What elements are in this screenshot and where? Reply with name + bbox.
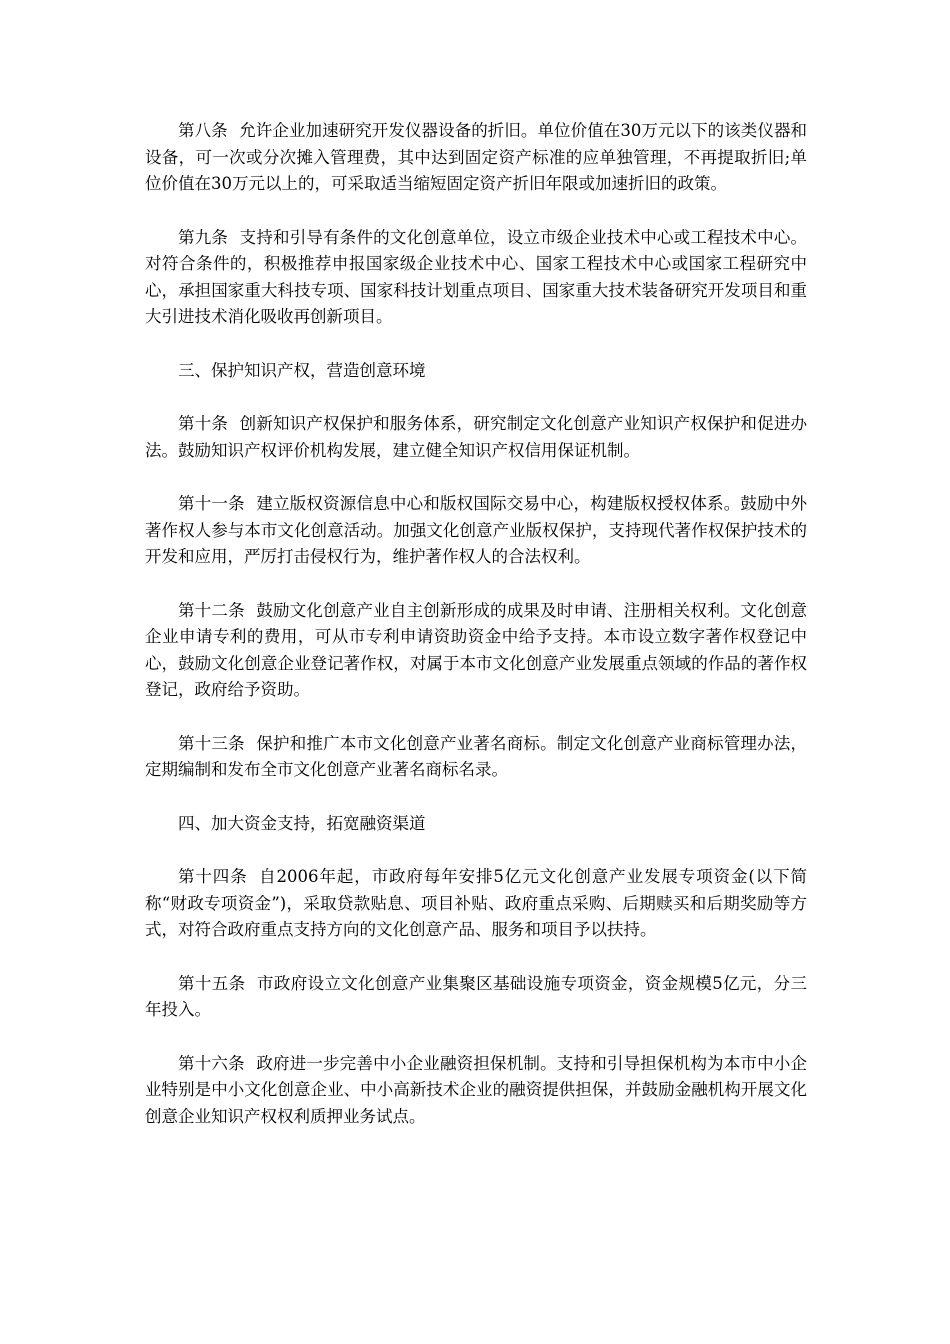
article-label: 第十三条 <box>178 733 245 753</box>
article-text: 政府进一步完善中小企业融资担保机制。支持和引导担保机构为本市中小企业特别是中小文化创意企业、中小高新技术企业的融资提供担保，并鼓励金融机构开展文化创意企业知识产权权利质押业务试点。 <box>145 1053 808 1126</box>
document-page <box>145 118 807 1157</box>
article-label: 第十二条 <box>178 600 245 620</box>
article-9 <box>145 225 807 331</box>
article-text: 建立版权资源信息中心和版权国际交易中心，构建版权授权体系。鼓励中外著作权人参与本市文化创意活动。加强文化创意产业版权保护，支持现代著作权保护技术的开发和应用，严厉打击侵权行为，维护著作权人的合法权利。 <box>145 494 808 566</box>
article-label: 第九条 <box>178 227 229 247</box>
article-text: 创新知识产权保护和服务体系，研究制定文化创意产业知识产权保护和促进办法。鼓励知识产权评价机构发展，建立健全知识产权信用保证机制。 <box>145 414 808 460</box>
article-label: 第十条 <box>178 414 229 433</box>
article-11 <box>145 491 807 571</box>
section-heading-text: 四、加大资金支持，拓宽融资渠道 <box>178 813 426 833</box>
article-text: 鼓励文化创意产业自主创新形成的成果及时申请、注册相关权利。文化创意企业申请专利的费用，可从市专利申请资助资金中给予支持。本市设立数字著作权登记中心，鼓励文化创意企业登记著作权，对属于本市文化创意产业发展重点领域的作品的著作权登记，政府给予资助。 <box>145 600 808 699</box>
article-12 <box>145 598 807 704</box>
article-label: 第八条 <box>178 121 228 140</box>
article-label: 第十一条 <box>178 494 245 513</box>
article-10 <box>145 411 807 464</box>
article-14 <box>145 864 807 944</box>
article-text: 自2006年起，市政府每年安排5亿元文化创意产业发展专项资金(以下简称“财政专项资金”)，采取贷款贴息、项目补贴、政府重点采购、后期赎买和后期奖励等方式，对符合政府重点支持方向的文化创意产品、服务和项目予以扶持。 <box>145 867 807 939</box>
article-label: 第十六条 <box>178 1053 245 1073</box>
article-15 <box>145 971 807 1024</box>
article-text: 允许企业加速研究开发仪器设备的折旧。单位价值在30万元以下的该类仪器和设备，可一次或分次摊入管理费，其中达到固定资产标准的应单独管理，不再提取折旧;单位价值在30万元以上的，可采取适当缩短固定资产折旧年限或加速折旧的政策。 <box>145 121 808 193</box>
article-16 <box>145 1051 807 1131</box>
article-text: 市政府设立文化创意产业集聚区基础设施专项资金，资金规模5亿元，分三年投入。 <box>145 973 808 1019</box>
article-13 <box>145 731 807 784</box>
article-text: 支持和引导有条件的文化创意单位，设立市级企业技术中心或工程技术中心。对符合条件的，积极推荐申报国家级企业技术中心、国家工程技术中心或国家工程研究中心，承担国家重大科技专项、国家科技计划重点项目、国家重大技术装备研究开发项目和重大引进技术消化吸收再创新项目。 <box>145 227 808 326</box>
article-label: 第十五条 <box>178 973 246 993</box>
article-8 <box>145 118 807 198</box>
article-text: 保护和推广本市文化创意产业著名商标。制定文化创意产业商标管理办法，定期编制和发布全市文化创意产业著名商标名录。 <box>145 733 808 779</box>
section-heading-text: 三、保护知识产权，营造创意环境 <box>178 360 426 380</box>
section-heading-4 <box>145 811 807 838</box>
article-label: 第十四条 <box>178 867 248 886</box>
section-heading-3 <box>145 358 807 385</box>
